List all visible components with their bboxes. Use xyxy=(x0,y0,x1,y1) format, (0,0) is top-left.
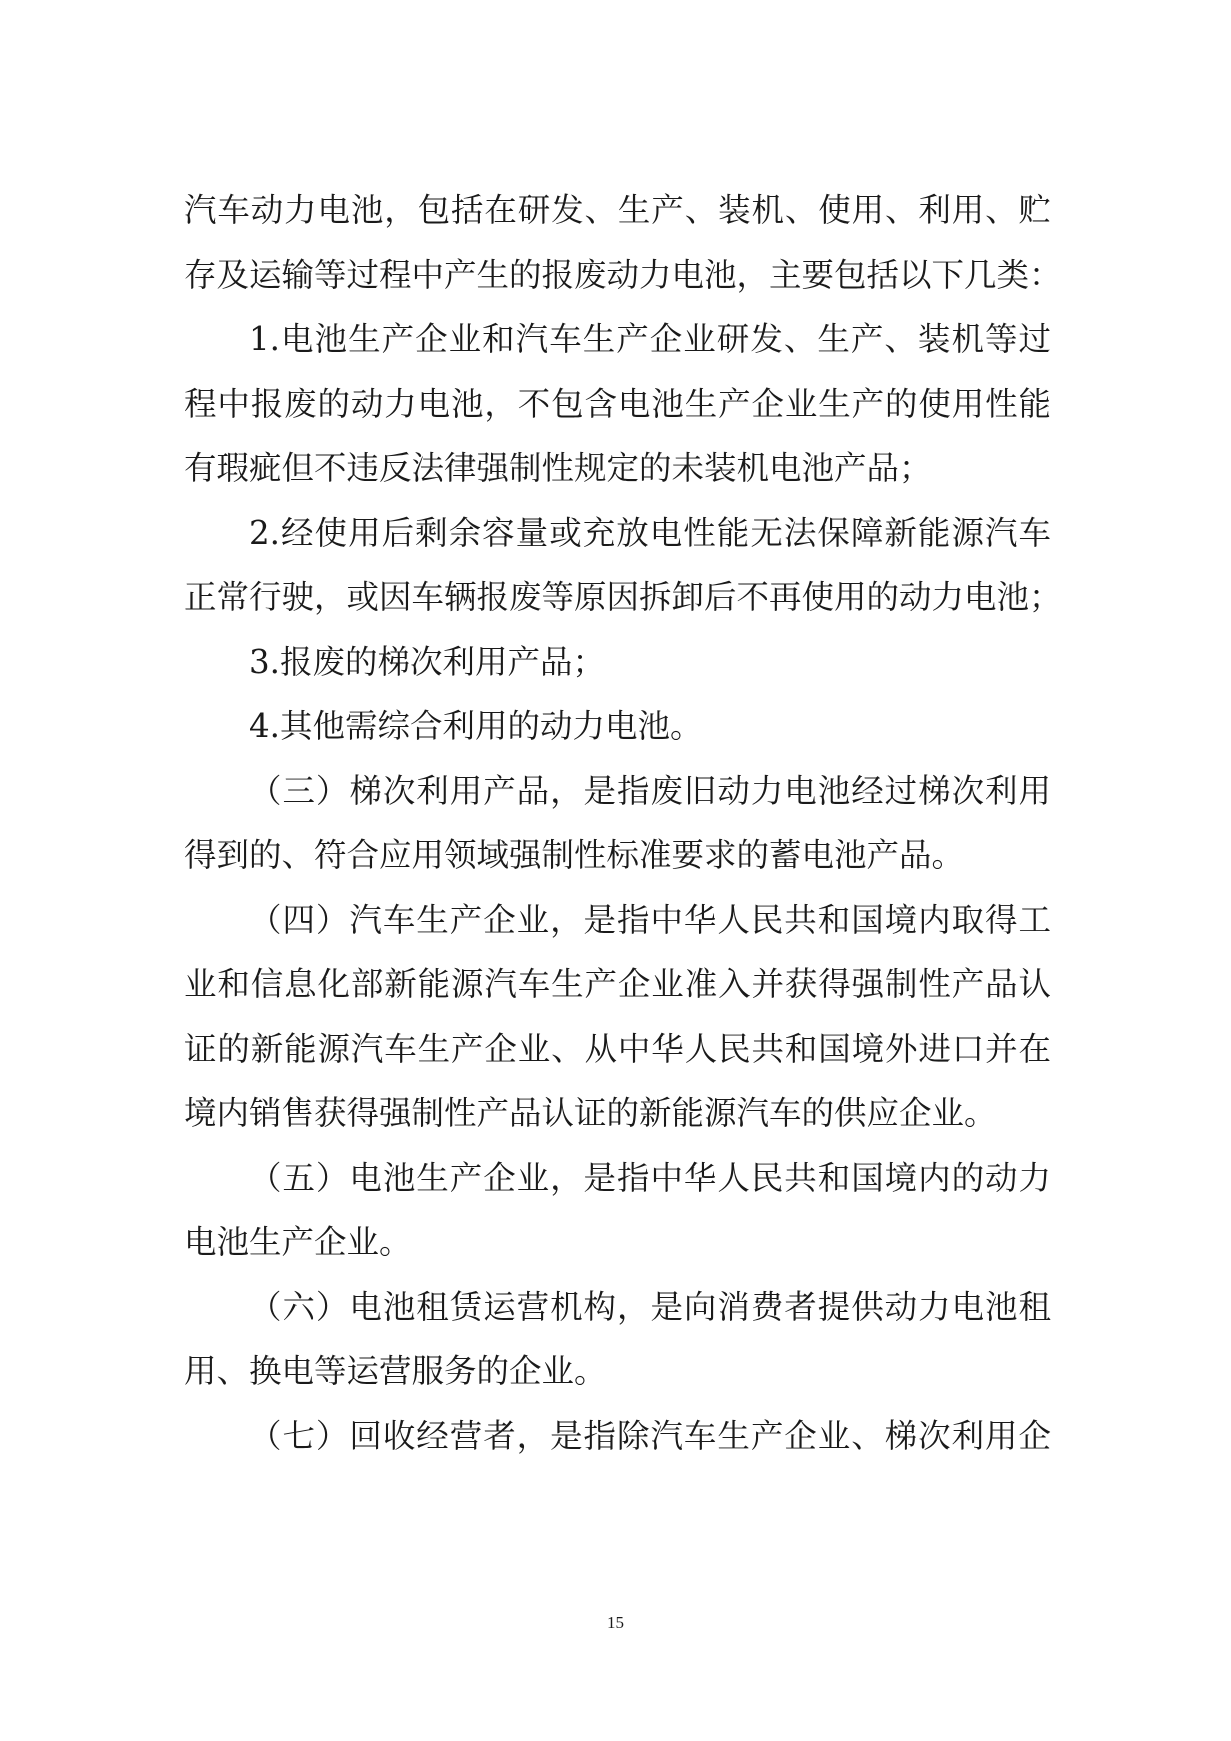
text-line: 2.经使用后剩余容量或充放电性能无法保障新能源汽车 xyxy=(249,513,1051,552)
text-line: 用、换电等运营服务的企业。 xyxy=(184,1352,607,1390)
body-text xyxy=(184,178,1062,1468)
text-line: 3.报废的梯次利用产品； xyxy=(249,642,606,681)
text-line: 业和信息化部新能源汽车生产企业准入并获得强制性产品认 xyxy=(184,965,1051,1003)
text-line: （五）电池生产企业，是指中华人民共和国境内的动力 xyxy=(249,1158,1051,1197)
text-line: 境内销售获得强制性产品认证的新能源汽车的供应企业。 xyxy=(184,1094,997,1132)
page-number: 15 xyxy=(607,1613,624,1632)
text-line: 1.电池生产企业和汽车生产企业研发、生产、装机等过 xyxy=(249,320,1051,358)
text-line: （六）电池租赁运营机构，是向消费者提供动力电池租 xyxy=(249,1287,1051,1326)
text-line: 证的新能源汽车生产企业、从中华人民共和国境外进口并在 xyxy=(184,1029,1051,1068)
text-line: 4.其他需综合利用的动力电池。 xyxy=(249,707,703,745)
text-line: （七）回收经营者，是指除汽车生产企业、梯次利用企 xyxy=(249,1416,1051,1455)
text-line: 电池生产企业。 xyxy=(184,1223,412,1261)
text-line: 程中报废的动力电池，不包含电池生产企业生产的使用性能 xyxy=(184,384,1051,423)
text-line: 存及运输等过程中产生的报废动力电池，主要包括以下几类： xyxy=(184,255,1062,294)
text-line: （四）汽车生产企业，是指中华人民共和国境内取得工 xyxy=(249,900,1051,939)
text-line: 得到的、符合应用领域强制性标准要求的蓄电池产品。 xyxy=(184,836,965,874)
text-line: 正常行驶，或因车辆报废等原因拆卸后不再使用的动力电池； xyxy=(184,578,1062,616)
text-line: 有瑕疵但不违反法律强制性规定的未装机电池产品； xyxy=(184,449,932,487)
text-line: （三）梯次利用产品，是指废旧动力电池经过梯次利用 xyxy=(249,771,1051,810)
text-line: 汽车动力电池，包括在研发、生产、装机、使用、利用、贮 xyxy=(184,191,1051,229)
